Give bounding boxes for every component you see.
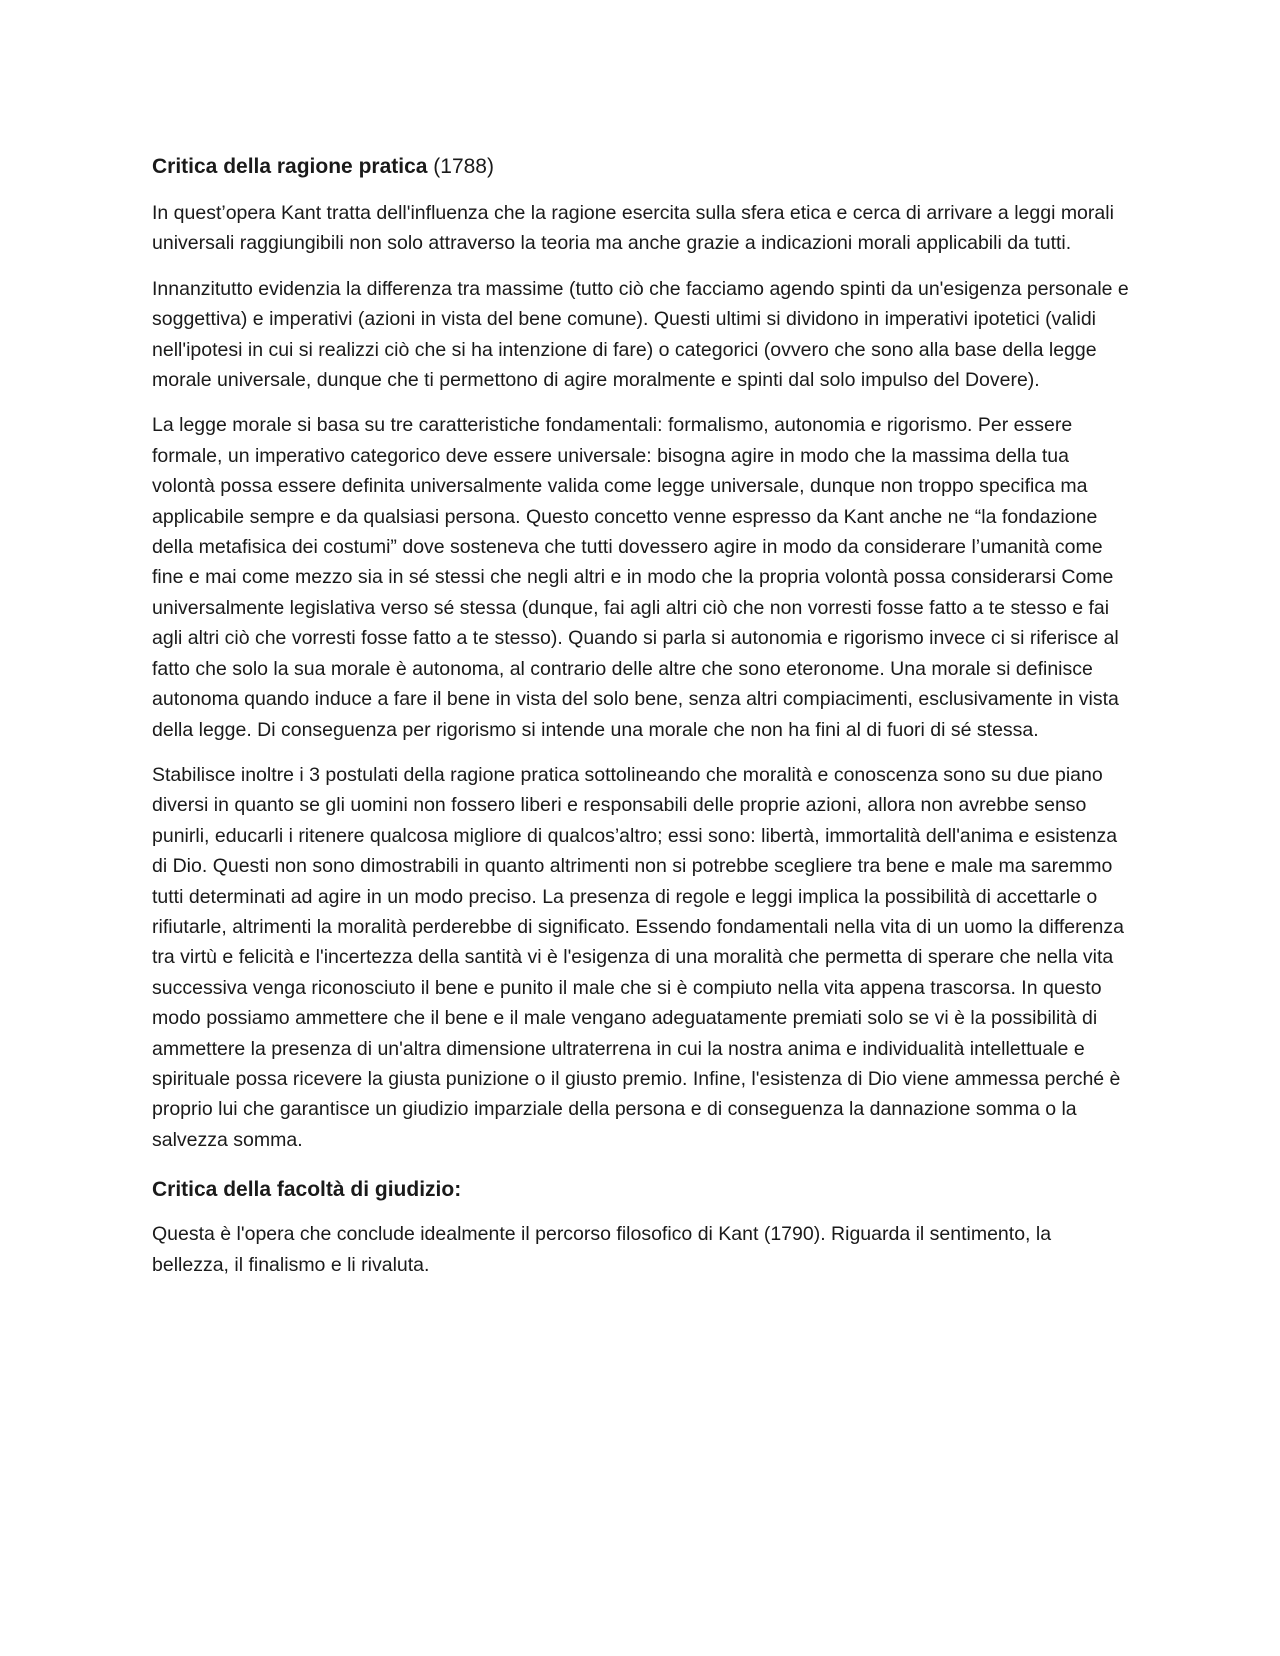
section-title: Critica della facoltà di giudizio: bbox=[152, 1178, 462, 1202]
section-title: Critica della ragione pratica bbox=[152, 155, 428, 178]
paragraph: La legge morale si basa su tre caratteristiche fondamentali: formalismo, autonomia e rigorismo. Per essere formale, un imperativo categorico deve essere universale: bisogna agire in modo che la massima della tua volontà possa essere definita universalmente valida come legge universale, dunque non troppo specifica ma applicabile sempre e da qualsiasi persona. Questo concetto venne espresso da Kant anche ne “la fondazione della metafisica dei costumi” dove sosteneva che tutti dovessero agire in modo da considerare l’umanità come fine e mai come mezzo sia in sé stessi che negli altri e in modo che la propria volontà possa considerarsi Come universalmente legislativa verso sé stessa (dunque, fai agli altri ciò che non vorresti fosse fatto a te stesso e fai agli altri ciò che vorresti fosse fatto a te stesso). Quando si parla si autonomia e rigorismo invece ci si riferisce al fatto che solo la sua morale è autonoma, al contrario delle altre che sono eteronome. Una morale si definisce autonoma quando induce a fare il bene in vista del solo bene, senza altri compiacimenti, esclusivamente in vista della legge. Di conseguenza per rigorismo si intende una morale che non ha fini al di fuori di sé stessa. bbox=[152, 414, 1119, 741]
section-year: (1788) bbox=[433, 155, 494, 178]
paragraph: In quest’opera Kant tratta dell'influenza che la ragione esercita sulla sfera etica e cerca di arrivare a leggi morali universali raggiungibili non solo attraverso la teoria ma anche grazie a indicazioni morali applicabili da tutti. bbox=[152, 202, 1114, 255]
paragraph: Innanzitutto evidenzia la differenza tra massime (tutto ciò che facciamo agendo spinti da un'esigenza personale e soggettiva) e imperativi (azioni in vista del bene comune). Questi ultimi si dividono in imperativi ipotetici (validi nell'ipotesi in cui si realizzi ciò che si ha intenzione di fare) o categorici (ovvero che sono alla base della legge morale universale, dunque che ti permettono di agire moralmente e spinti dal solo impulso del Dovere). bbox=[152, 277, 1129, 392]
section-heading-ragione-pratica bbox=[152, 152, 1130, 182]
paragraph: Questa è l'opera che conclude idealmente il percorso filosofico di Kant (1790). Riguarda il sentimento, la bellezza, il finalismo e li rivaluta. bbox=[152, 1223, 1052, 1276]
section-heading-facolta-giudizio bbox=[152, 1175, 1130, 1205]
paragraph: Stabilisce inoltre i 3 postulati della ragione pratica sottolineando che moralità e conoscenza sono su due piano diversi in quanto se gli uomini non fossero liberi e responsabili delle proprie azioni, allora non avrebbe senso punirli, educarli i ritenere qualcosa migliore di qualcos’altro; essi sono: libertà, immortalità dell'anima e esistenza di Dio. Questi non sono dimostrabili in quanto altrimenti non si potrebbe scegliere tra bene e male ma saremmo tutti determinati ad agire in un modo preciso. La presenza di regole e leggi implica la possibilità di accettarle o rifiutarle, altrimenti la moralità perderebbe di significato. Essendo fondamentali nella vita di un uomo la differenza tra virtù e felicità e l'incertezza della santità vi è l'esigenza di una moralità che permetta di sperare che nella vita successiva venga riconosciuto il bene e punito il male che si è compiuto nella vita appena trascorsa. In questo modo possiamo ammettere che il bene e il male vengano adeguatamente premiati solo se vi è la possibilità di ammettere la presenza di un'altra dimensione ultraterrena in cui la nostra anima e individualità intellettuale e spirituale possa ricevere la giusta punizione o il giusto premio. Infine, l'esistenza di Dio viene ammessa perché è proprio lui che garantisce un giudizio imparziale della persona e di conseguenza la dannazione somma o la salvezza somma. bbox=[152, 763, 1124, 1151]
